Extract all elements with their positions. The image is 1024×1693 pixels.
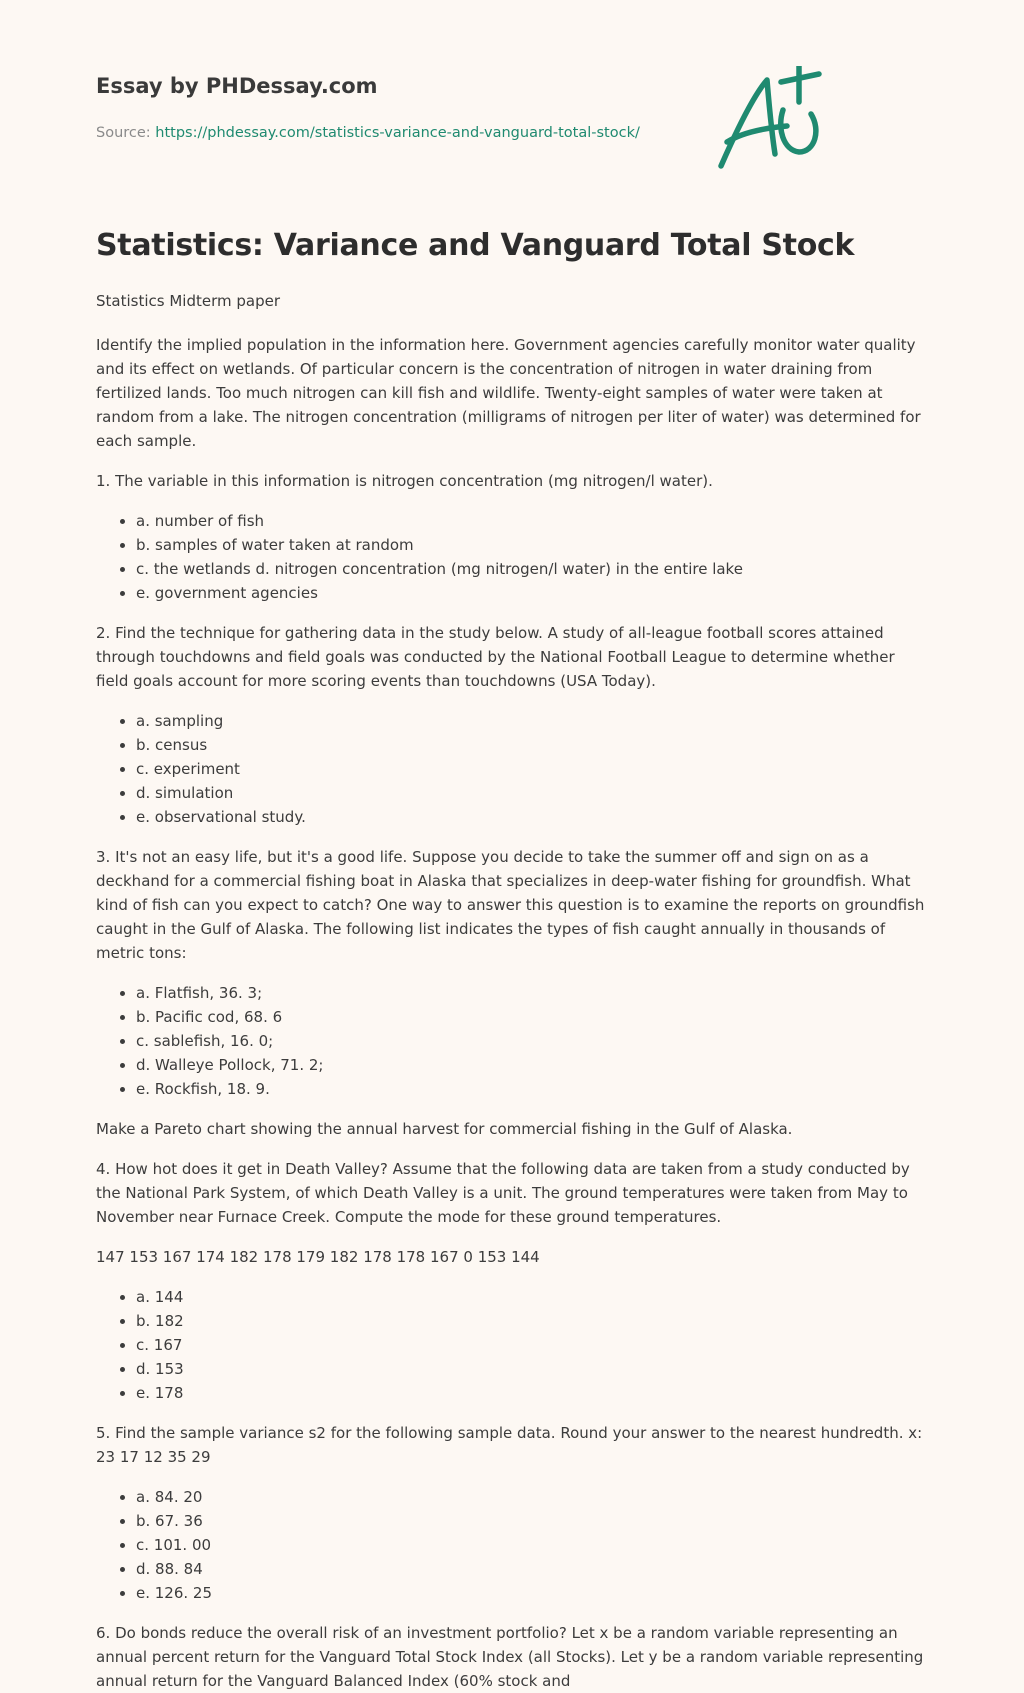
essay-title: Statistics: Variance and Vanguard Total Stock — [96, 228, 855, 263]
essay-subtitle: Statistics Midterm paper — [96, 292, 280, 310]
list-item: • e. 178 — [136, 1381, 928, 1405]
list-item: • e. Rockfish, 18. 9. — [136, 1077, 928, 1101]
list-item: • c. sablefish, 16. 0; — [136, 1029, 928, 1053]
list-item: • d. Walleye Pollock, 71. 2; — [136, 1053, 928, 1077]
question-1-options — [96, 509, 928, 605]
list-item: • c. experiment — [136, 757, 928, 781]
list-item: • e. government agencies — [136, 581, 928, 605]
list-item: • b. 67. 36 — [136, 1509, 928, 1533]
question-4-text: 4. How hot does it get in Death Valley? Assume that the following data are taken from a study conducted by the National Park System, of which Death Valley is a unit. The ground temperatures were taken from May to November near Furnace Creek. Compute the mode for these ground temperatures. — [96, 1160, 910, 1226]
a-plus-logo-icon — [713, 66, 833, 176]
question-5-options — [96, 1485, 928, 1605]
site-title: Essay by PHDessay.com — [96, 74, 378, 98]
list-item: • b. samples of water taken at random — [136, 533, 928, 557]
list-item: • a. number of fish — [136, 509, 928, 533]
list-item: • a. sampling — [136, 709, 928, 733]
list-item: • c. 101. 00 — [136, 1533, 928, 1557]
list-item: • a. 144 — [136, 1285, 928, 1309]
list-item: • b. 182 — [136, 1309, 928, 1333]
question-2-text: 2. Find the technique for gathering data in the study below. A study of all-league football scores attained through touchdowns and field goals was conducted by the National Football League to determine whether field goals account for more scoring events than touchdowns (USA Today). — [96, 624, 895, 690]
intro-paragraph: Identify the implied population in the information here. Government agencies carefully monitor water quality and its effect on wetlands. Of particular concern is the concentration of nitrogen in water draining from fertilized lands. Too much nitrogen can kill fish and wildlife. Twenty-eight samples of water were taken at random from a lake. The nitrogen concentration (milligrams of nitrogen per liter of water) was determined for each sample. — [96, 336, 921, 450]
source-label: Source: — [96, 125, 151, 141]
question-5-text: 5. Find the sample variance s2 for the following sample data. Round your answer to the nearest hundredth. x: 23 17 12 35 29 — [96, 1424, 923, 1466]
list-item: • e. 126. 25 — [136, 1581, 928, 1605]
list-item: • e. observational study. — [136, 805, 928, 829]
question-4-options — [96, 1285, 928, 1405]
list-item: • a. Flatfish, 36. 3; — [136, 981, 928, 1005]
essay-content — [96, 289, 928, 1693]
list-item: • d. 88. 84 — [136, 1557, 928, 1581]
page-header — [96, 0, 928, 190]
list-item: • c. 167 — [136, 1333, 928, 1357]
list-item: • c. the wetlands d. nitrogen concentration (mg nitrogen/l water) in the entire lake — [136, 557, 928, 581]
question-4-data: 147 153 167 174 182 178 179 182 178 178 167 0 153 144 — [96, 1248, 540, 1266]
list-item: • b. census — [136, 733, 928, 757]
question-3-options — [96, 981, 928, 1101]
source-link[interactable]: https://phdessay.com/statistics-variance-and-vanguard-total-stock/ — [155, 125, 640, 141]
question-3-text: 3. It's not an easy life, but it's a good life. Suppose you decide to take the summer off and sign on as a deckhand for a commercial fishing boat in Alaska that specializes in deep-water fishing for groundfish. What kind of fish can you expect to catch? One way to answer this question is to examine the reports on groundfish caught in the Gulf of Alaska. The following list indicates the types of fish caught annually in thousands of metric tons: — [96, 848, 925, 962]
question-1-text: 1. The variable in this information is nitrogen concentration (mg nitrogen/l water). — [96, 472, 713, 490]
question-6-text: 6. Do bonds reduce the overall risk of an investment portfolio? Let x be a random variable representing an annual percent return for the Vanguard Total Stock Index (all Stocks). Let y be a random variable representing annual return for the Vanguard Balanced Index (60% stock and — [96, 1624, 924, 1690]
list-item: • b. Pacific cod, 68. 6 — [136, 1005, 928, 1029]
list-item: • d. 153 — [136, 1357, 928, 1381]
question-3-followup: Make a Pareto chart showing the annual harvest for commercial fishing in the Gulf of Alaska. — [96, 1120, 793, 1138]
question-2-options — [96, 709, 928, 829]
source-line — [96, 125, 640, 141]
list-item: • a. 84. 20 — [136, 1485, 928, 1509]
list-item: • d. simulation — [136, 781, 928, 805]
